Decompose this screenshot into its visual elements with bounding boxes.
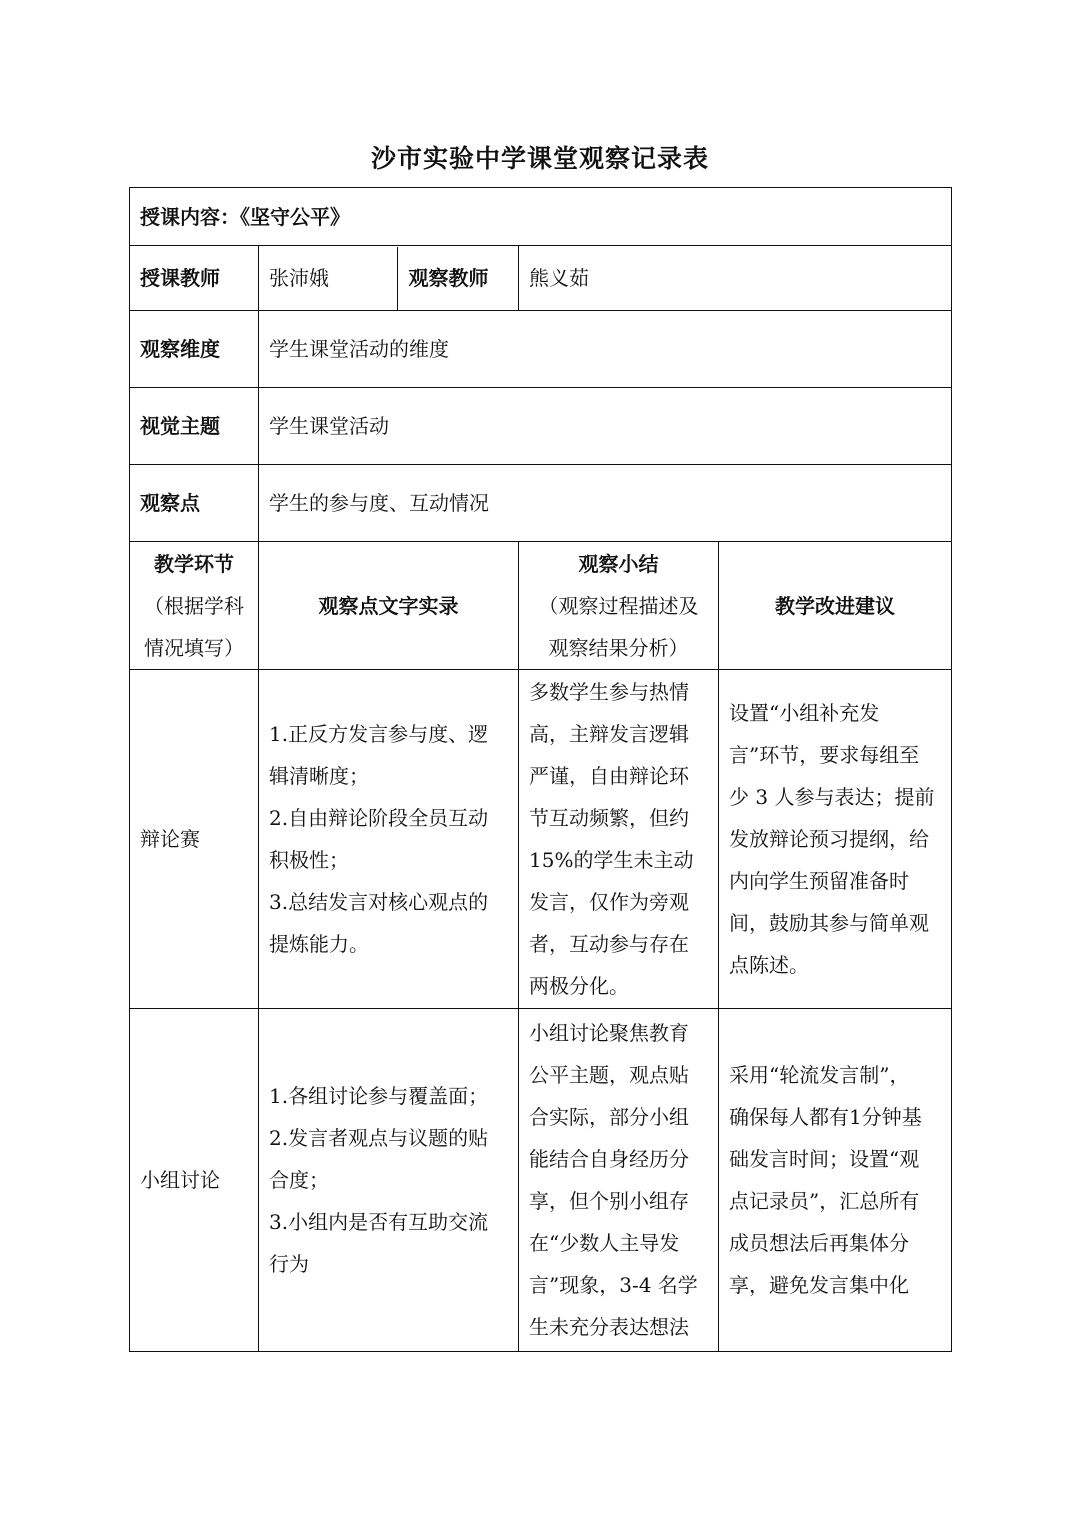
- record-line: 辑清晰度；: [269, 764, 369, 788]
- record-cell: [259, 1009, 519, 1352]
- teacher-value: 张沛娥: [269, 266, 329, 290]
- summary-line: 两极分化。: [529, 974, 629, 998]
- advice-line: 发放辩论预习提纲，给: [729, 827, 929, 851]
- page-title: 沙市实验中学课堂观察记录表: [370, 144, 709, 173]
- point-row: [130, 465, 952, 542]
- stage-header-line: 教学环节: [154, 551, 234, 576]
- theme-label: 视觉主题: [130, 388, 259, 465]
- advice-cell: [719, 670, 952, 1009]
- summary-line: 享，但个别小组存: [529, 1189, 689, 1213]
- table-row: [130, 1009, 952, 1352]
- record-line: 提炼能力。: [269, 932, 369, 956]
- theme-value: 学生课堂活动: [259, 388, 952, 465]
- dimension-label: 观察维度: [130, 311, 259, 388]
- advice-line: 确保每人都有1分钟基: [729, 1105, 922, 1129]
- stage-cell: 辩论赛: [130, 670, 259, 1009]
- lesson-content-value: 《坚守公平》: [240, 204, 350, 229]
- lesson-content-row: [130, 188, 952, 246]
- summary-line: 多数学生参与热情: [529, 680, 689, 704]
- observer-value: 熊义茹: [519, 246, 952, 311]
- observation-table: [129, 187, 952, 1352]
- dimension-row: [130, 311, 952, 388]
- stage-header-line: 情况填写）: [144, 635, 244, 660]
- stage-header: [130, 542, 259, 670]
- stage-cell: 小组讨论: [130, 1009, 259, 1352]
- record-line: 2.自由辩论阶段全员互动: [269, 806, 489, 830]
- record-line: 3.小组内是否有互助交流: [269, 1210, 489, 1234]
- advice-line: 成员想法后再集体分: [729, 1231, 909, 1255]
- advice-line: 享，避免发言集中化: [729, 1273, 909, 1297]
- summary-line: 严谨，自由辩论环: [529, 764, 689, 788]
- teacher-row: [130, 246, 952, 311]
- teacher-label: 授课教师: [130, 246, 259, 311]
- point-value: 学生的参与度、互动情况: [259, 465, 952, 542]
- record-line: 合度；: [269, 1168, 329, 1192]
- record-line: 积极性；: [269, 848, 349, 872]
- summary-line: 者，互动参与存在: [529, 932, 689, 956]
- advice-cell: [719, 1009, 952, 1352]
- summary-line: 言”现象，3-4 名学: [529, 1273, 698, 1297]
- record-header: 观察点文字实录: [259, 542, 519, 670]
- record-line: 行为: [269, 1252, 309, 1276]
- observer-label: 观察教师: [397, 247, 518, 310]
- summary-line: 合实际，部分小组: [529, 1105, 689, 1129]
- record-line: 1.正反方发言参与度、逻: [269, 722, 489, 746]
- advice-line: 础发言时间；设置“观: [729, 1147, 920, 1171]
- record-line: 2.发言者观点与议题的贴: [269, 1126, 489, 1150]
- summary-line: 生未充分表达想法: [529, 1315, 689, 1339]
- summary-line: 节互动频繁，但约: [529, 806, 689, 830]
- lesson-content-label: 授课内容：: [140, 204, 240, 229]
- column-header-row: [130, 542, 952, 670]
- advice-line: 内向学生预留准备时: [729, 869, 909, 893]
- advice-line: 间，鼓励其参与简单观: [729, 911, 929, 935]
- advice-line: 言”环节，要求每组至: [729, 743, 920, 767]
- summary-cell: [519, 670, 719, 1009]
- summary-header: [519, 542, 719, 670]
- record-line: 1.各组讨论参与覆盖面；: [269, 1084, 489, 1108]
- table-row: [130, 670, 952, 1009]
- summary-line: 15%的学生未主动: [529, 848, 694, 872]
- summary-header-line: 观察小结: [578, 551, 659, 576]
- advice-line: 设置“小组补充发: [729, 701, 880, 725]
- advice-line: 少 3 人参与表达；提前: [729, 785, 935, 809]
- point-label: 观察点: [130, 465, 259, 542]
- summary-line: 在“少数人主导发: [529, 1231, 680, 1255]
- advice-header: 教学改进建议: [719, 542, 952, 670]
- teacher-observer-cell: [259, 246, 519, 311]
- summary-header-line: 观察结果分析）: [548, 635, 689, 660]
- summary-line: 能结合自身经历分: [529, 1147, 689, 1171]
- advice-line: 点记录员”，汇总所有: [729, 1189, 920, 1213]
- record-line: 3.总结发言对核心观点的: [269, 890, 489, 914]
- advice-line: 采用“轮流发言制”，: [729, 1063, 910, 1087]
- summary-cell: [519, 1009, 719, 1352]
- summary-line: 公平主题，观点贴: [529, 1063, 689, 1087]
- dimension-value: 学生课堂活动的维度: [259, 311, 952, 388]
- advice-line: 点陈述。: [729, 953, 809, 977]
- lesson-content-cell: [130, 188, 952, 246]
- stage-header-line: （根据学科: [144, 593, 244, 618]
- theme-row: [130, 388, 952, 465]
- record-cell: [259, 670, 519, 1009]
- summary-line: 发言，仅作为旁观: [529, 890, 689, 914]
- summary-line: 小组讨论聚焦教育: [529, 1021, 689, 1045]
- summary-header-line: （观察过程描述及: [538, 593, 699, 618]
- summary-line: 高，主辩发言逻辑: [529, 722, 689, 746]
